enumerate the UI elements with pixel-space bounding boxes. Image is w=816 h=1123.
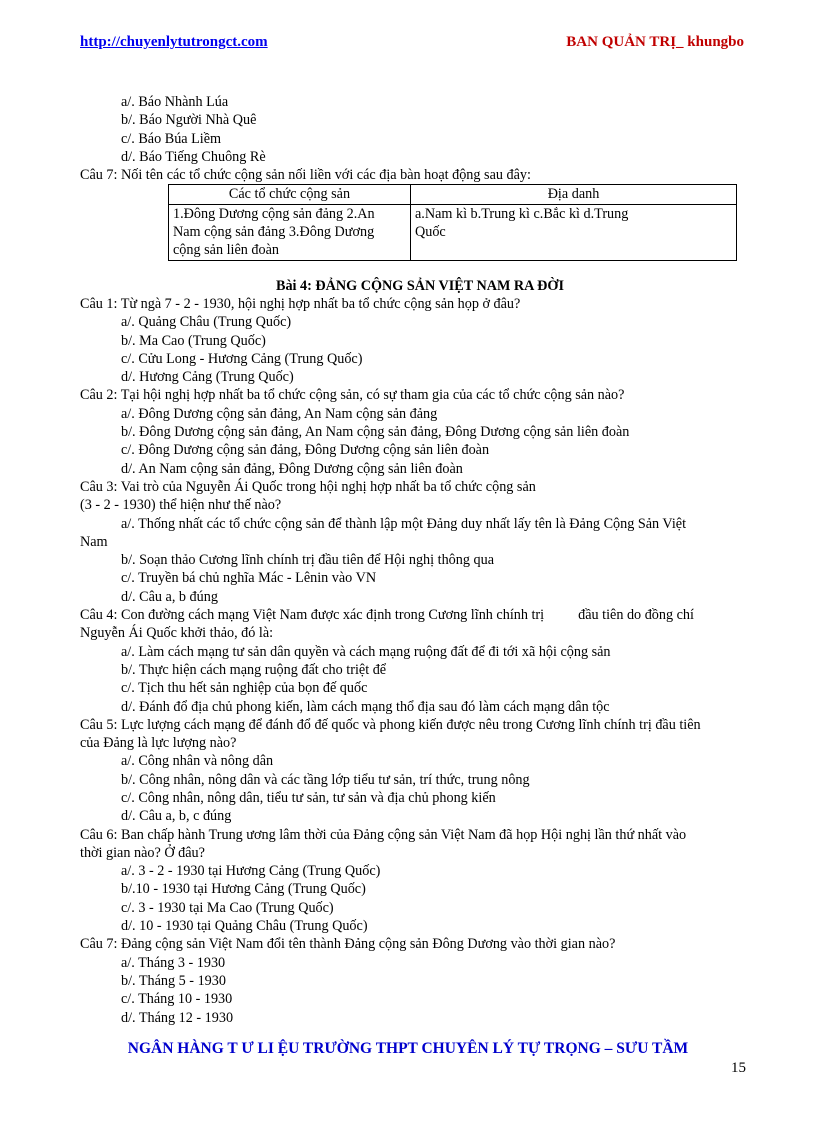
question-stem: của Đảng là lực lượng nào? xyxy=(80,735,237,752)
question-stem: Câu 1: Từ ngà 7 - 2 - 1930, hội nghị hợp nhất ba tổ chức cộng sản họp ở đâu? xyxy=(80,295,521,312)
option-line: d/. Câu a, b đúng xyxy=(121,588,218,605)
option-line: a/. Công nhân và nông dân xyxy=(121,753,274,770)
option-line: b/. Soạn thảo Cương lĩnh chính trị đầu tiên để Hội nghị thông qua xyxy=(121,552,494,569)
option-line: a/. Quảng Châu (Trung Quốc) xyxy=(121,314,292,331)
stem-part: đầu tiên do đồng chí xyxy=(578,607,694,624)
table-cell-places xyxy=(411,204,737,260)
option-line: a/. Tháng 3 - 1930 xyxy=(121,954,226,971)
option-line: d/. Báo Tiếng Chuông Rè xyxy=(121,148,266,165)
stem-part: Câu 4: Con đường cách mạng Việt Nam được xác định trong Cương lĩnh chính trị xyxy=(80,607,545,624)
option-line: d/. Đánh đổ địa chủ phong kiến, làm cách mạng thổ địa sau đó làm cách mạng dân tộc xyxy=(121,698,610,715)
question-stem: Câu 6: Ban chấp hành Trung ương lâm thời của Đảng cộng sản Việt Nam đã họp Hội nghị lần thứ nhất vào xyxy=(80,826,687,843)
cell-line: 1.Đông Dương cộng sản đảng 2.An xyxy=(173,205,375,222)
option-line: a/. Báo Nhành Lúa xyxy=(121,94,229,110)
question-stem: Câu 7: Nối tên các tổ chức cộng sản nối liền với các địa bàn hoạt động sau đây: xyxy=(80,167,531,184)
header-link[interactable]: http://chuyenlytutrongct.com xyxy=(80,34,268,50)
table-header-places: Địa danh xyxy=(411,185,737,204)
option-line: b/. Ma Cao (Trung Quốc) xyxy=(121,332,266,349)
option-line: Nam xyxy=(80,533,108,550)
option-line: c/. Tháng 10 - 1930 xyxy=(121,991,233,1008)
option-line: d/. 10 - 1930 tại Quảng Châu (Trung Quốc) xyxy=(121,918,368,935)
option-line: d/. Câu a, b, c đúng xyxy=(121,808,232,825)
option-line: a/. Thống nhất các tổ chức cộng sản để thành lập một Đảng duy nhất lấy tên là Đảng Cộng Sản Việt xyxy=(121,515,687,532)
option-line: d/. Tháng 12 - 1930 xyxy=(121,1009,234,1026)
option-line: a/. 3 - 2 - 1930 tại Hương Cảng (Trung Quốc) xyxy=(121,863,381,880)
option-line: a/. Đông Dương cộng sản đảng, An Nam cộng sản đảng xyxy=(121,405,438,422)
page-number: 15 xyxy=(731,1060,746,1076)
cell-line: cộng sản liên đoàn xyxy=(173,242,279,259)
option-line: c/. Tịch thu hết sản nghiệp của bọn đế quốc xyxy=(121,680,368,697)
question-stem: Câu 3: Vai trò của Nguyễn Ái Quốc trong hội nghị hợp nhất ba tổ chức cộng sản xyxy=(80,478,536,495)
option-line: b/. Đông Dương cộng sản đảng, An Nam cộng sản đảng, Đông Dương cộng sản liên đoàn xyxy=(121,424,630,441)
option-line: c/. Đông Dương cộng sản đảng, Đông Dương cộng sản liên đoàn xyxy=(121,442,490,459)
option-line: c/. 3 - 1930 tại Ma Cao (Trung Quốc) xyxy=(121,899,334,916)
question-stem: Câu 7: Đảng cộng sản Việt Nam đổi tên thành Đảng cộng sản Đông Dương vào thời gian nào? xyxy=(80,936,616,953)
question-stem: Câu 2: Tại hội nghị hợp nhất ba tổ chức cộng sản, có sự tham gia của các tổ chức cộng sản nào? xyxy=(80,387,625,404)
cell-line: Quốc xyxy=(415,224,446,241)
option-line: b/.10 - 1930 tại Hương Cảng (Trung Quốc) xyxy=(121,881,366,898)
header-admin-label: BAN QUẢN TRỊ_ khungbo xyxy=(566,34,744,50)
page-content xyxy=(80,93,740,1027)
matching-table xyxy=(168,184,737,260)
question-stem xyxy=(80,606,740,624)
table-header-organizations: Các tổ chức cộng sản xyxy=(169,185,411,204)
option-line: d/. Hương Cảng (Trung Quốc) xyxy=(121,369,294,386)
option-line: a/. Làm cách mạng tư sản dân quyền và cách mạng ruộng đất để đi tới xã hội cộng sản xyxy=(121,643,611,660)
question-stem: (3 - 2 - 1930) thể hiện như thế nào? xyxy=(80,497,282,514)
cell-line: Nam cộng sản đảng 3.Đông Dương xyxy=(173,224,375,241)
question-stem: Câu 5: Lực lượng cách mạng để đánh đổ đế quốc và phong kiến được nêu trong Cương lĩnh chính trị đầu tiên xyxy=(80,716,701,733)
question-stem: thời gian nào? Ở đâu? xyxy=(80,844,205,861)
option-line: b/. Thực hiện cách mạng ruộng đất cho triệt để xyxy=(121,661,387,678)
option-line: b/. Báo Người Nhà Quê xyxy=(121,112,257,129)
option-line: d/. An Nam cộng sản đảng, Đông Dương cộng sản liên đoàn xyxy=(121,460,463,477)
option-line: c/. Công nhân, nông dân, tiểu tư sản, tư sản và địa chủ phong kiến xyxy=(121,789,496,806)
lesson-title: Bài 4: ĐẢNG CỘNG SẢN VIỆT NAM RA ĐỜI xyxy=(276,277,564,294)
option-line: b/. Tháng 5 - 1930 xyxy=(121,972,226,989)
table-cell-organizations xyxy=(169,204,411,260)
footer-banner: NGÂN HÀNG T Ư LI ỆU TRƯỜNG THPT CHUYÊN LÝ TỰ TRỌNG – SƯU TẦM xyxy=(127,1040,689,1057)
option-line: c/. Báo Búa Liềm xyxy=(121,130,222,147)
option-line: c/. Truyền bá chủ nghĩa Mác - Lênin vào VN xyxy=(121,570,377,587)
cell-line: a.Nam kì b.Trung kì c.Bắc kì d.Trung xyxy=(415,205,629,222)
question-stem: Nguyễn Ái Quốc khởi thảo, đó là: xyxy=(80,625,274,642)
option-line: b/. Công nhân, nông dân và các tầng lớp tiểu tư sản, trí thức, trung nông xyxy=(121,771,530,788)
option-line: c/. Cửu Long - Hương Cảng (Trung Quốc) xyxy=(121,350,363,367)
